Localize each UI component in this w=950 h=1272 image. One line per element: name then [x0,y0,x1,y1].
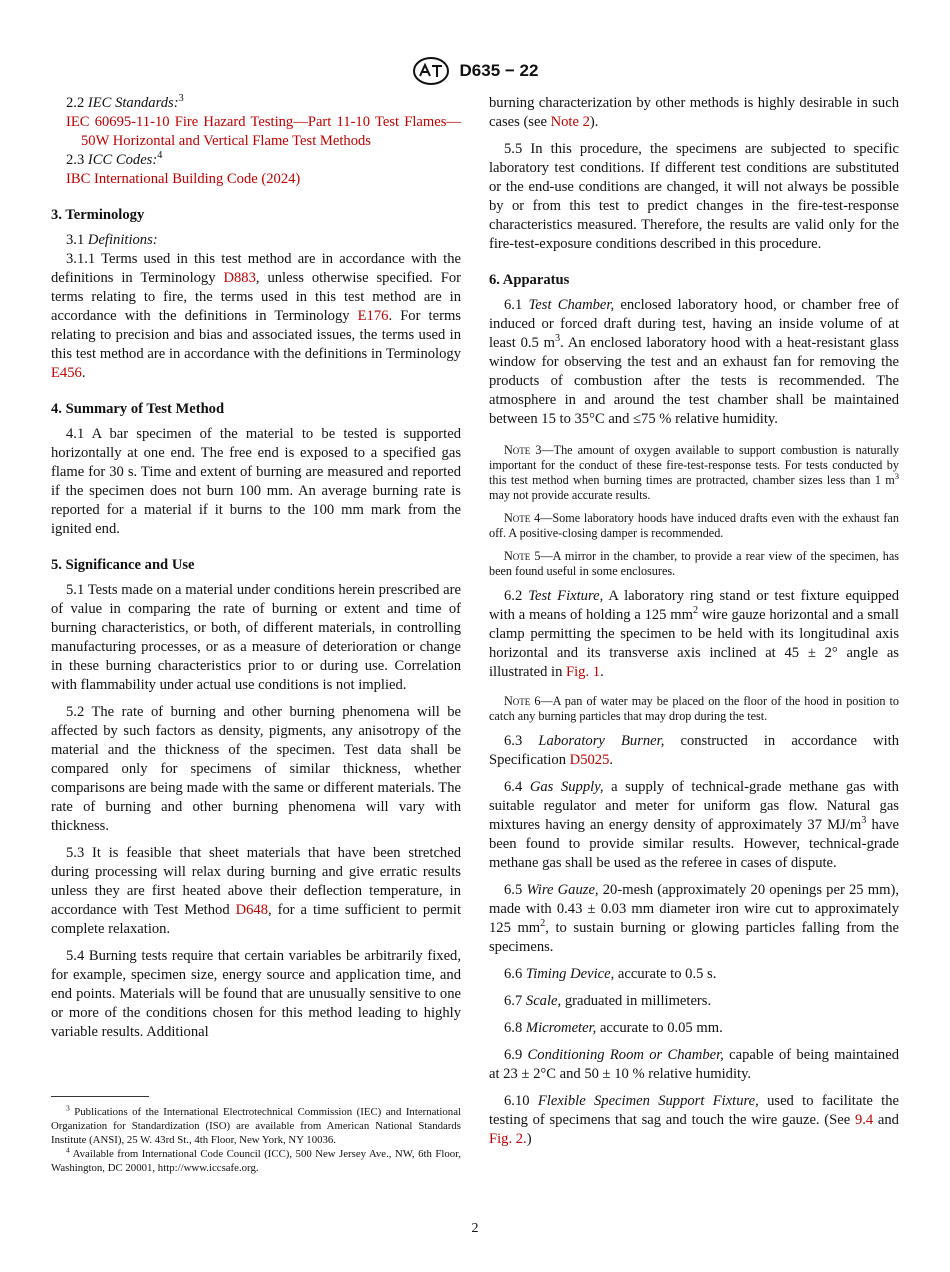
footnote-divider [51,1096,149,1097]
note-3: Note 3—The amount of oxygen available to support combustion is naturally important for the conduct of these fire-test-response tests. For tests conducted by this test method when burning times are protracted, chamber sizes less than 1 $m^3$ may not provide accurate results. [489,443,899,502]
iec-reference-link[interactable]: IEC 60695-11-10 [66,114,170,130]
ibc-reference-link[interactable]: IBC [66,171,91,187]
section-4-1: 4.1 A bar specimen of the material to be tested is supported horizontally at one end. The free end is exposed to a specified gas flame for 30 s. Time and extent of burning are measured and reported if the specimen does not burn 100 mm. An average burning rate is reported for a material if it burns to the 100 mm mark from the ignited end. [51,426,461,537]
section-6-5: 6.5 Wire Gauze, 20-mesh (approximately 20 openings per 25 mm), made with 0.43 ± 0.03 mm diameter iron wire cut to approximately 125 $mm^2$, to sustain burning or glowing particles falling from the specimens. [489,882,899,955]
section-6-3: 6.3 Laboratory Burner, constructed in accordance with Specification D5025. [489,733,899,768]
astm-logo-icon [412,56,450,86]
note-2-link[interactable]: Note 2 [550,114,590,130]
section-2-2: 2.2 IEC Standards:$^3$ [66,93,184,111]
right-column [489,94,899,1149]
e456-link[interactable]: E456 [51,365,82,381]
section-5-5: 5.5 In this procedure, the specimens are subjected to specific laboratory test conditions. If different test conditions are substituted or the end-use conditions are changed, it will not always be possible by or from this test to predict changes in the fire-test-response characteristics measured. Therefore, the results are valid only for the fire-test-exposure conditions described in this procedure. [489,141,899,252]
section-5-2: 5.2 The rate of burning and other burning phenomena will be affected by such factors as density, pigments, any anisotropy of the material and the thickness of the specimen. Test data shall be compared only for specimens of similar thickness, whether comparisons are being made with the same or different materials. The rate of burning and other burning phenomena will vary with thickness. [51,704,461,834]
page-header [0,56,950,86]
note-5: Note 5—A mirror in the chamber, to provide a rear view of the specimen, has been found useful in some enclosures. [489,549,899,578]
left-column [51,94,461,1042]
fig-1-link[interactable]: Fig. 1 [566,664,601,680]
d648-link[interactable]: D648 [235,902,268,918]
footnote-4: $^4$ Available from International Code Council (ICC), 500 New Jersey Ave., NW, 6th Floor, Washington, DC 20001, http://www.iccsafe.org. [51,1145,461,1174]
section-6-8: 6.8 Micrometer, accurate to 0.05 mm. [504,1020,723,1036]
page-number: 2 [471,1221,479,1236]
section-6-2: 6.2 Test Fixture, A laboratory ring stand or test fixture equipped with a means of holding a 125 $mm^2$ wire gauze horizontal and a small clamp permitting the specimen to be held with its longitudinal axis horizontal and its transverse axis inclined at 45 ± 2° angle as illustrated in Fig. 1. [489,588,899,680]
section-6-1: 6.1 Test Chamber, enclosed laboratory hood, or chamber free of induced or forced draft during test, having an inside volume of at least 0.5 $m^3$. An enclosed laboratory hood with a heat-resistant glass window for observing the test and an exhaust fan for removing the products of combustion after the tests is recommended. The atmosphere in and around the test chamber shall be maintained between 15 to 35°C and ≤75 % relative humidity. [489,297,899,427]
footnote-3: $^3$ Publications of the International Electrotechnical Commission (IEC) and International Organization for Standardization (ISO) are available from American National Standards Institute (ANSI), 25 W. 43rd St., 4th Floor, New York, NY 10036. [51,1103,461,1146]
section-3-heading: 3. Terminology [51,207,145,223]
note-6: Note 6—A pan of water may be placed on the floor of the hood in position to catch any burning particles that may drop during the test. [489,694,899,723]
section-6-10: 6.10 Flexible Specimen Support Fixture, used to facilitate the testing of specimens that sag and touch the wire gauze. (See 9.4 and Fig. 2.) [489,1093,899,1147]
section-9-4-link[interactable]: 9.4 [854,1112,874,1128]
section-6-4: 6.4 Gas Supply, a supply of technical-grade methane gas with suitable regulator and meter for uniform gas flow. Natural gas mixtures having an energy density of approximately 37 $MJ/m^3$ have been found to provide similar results. However, technical-grade methane gas shall be used as the referee in cases of dispute. [489,779,899,871]
footnotes [51,1105,461,1175]
d5025-link[interactable]: D5025 [569,752,610,768]
section-3-1: 3.1 Definitions: [66,232,158,248]
iec-reference: IEC 60695-11-10 Fire Hazard Testing—Part 11-10 Test Flames—50W Horizontal and Vertical Flame Test Methods [66,114,461,149]
section-5-3: 5.3 It is feasible that sheet materials that have been stretched during processing will relax during burning and give erratic results unless they are first heated above their deflection temperature, in accordance with Test Method D648, for a time sufficient to permit complete relaxation. [51,845,461,937]
section-5-4-continued: burning characterization by other methods is highly desirable in such cases (see Note 2). [489,95,899,130]
section-5-1: 5.1 Tests made on a material under conditions herein prescribed are of value in comparing the rate of burning or extent and time of burning characteristics, or both, of different materials, in controlling manufacturing processes, or as a measure of deterioration or change in these burning characteristics prior to or during use. Correlation with flammability under actual use conditions is not implied. [51,582,461,693]
section-6-7: 6.7 Scale, graduated in millimeters. [504,993,712,1009]
section-5-heading: 5. Significance and Use [51,557,195,573]
d883-link[interactable]: D883 [223,270,256,286]
section-3-1-1: 3.1.1 Terms used in this test method are in accordance with the definitions in Terminology D883, unless otherwise specified. For terms relating to fire, the terms used in this test method are in accordance with the definitions in Terminology E176. For terms relating to precision and bias and associated issues, the terms used in this test method are in accordance with the definitions in Terminology E456. [51,251,461,381]
section-4-heading: 4. Summary of Test Method [51,401,225,417]
icc-reference: IBC International Building Code (2024) [66,171,301,187]
e176-link[interactable]: E176 [357,308,389,324]
note-4: Note 4—Some laboratory hoods have induced drafts even with the exhaust fan off. A positive-closing damper is recommended. [489,511,899,540]
document-designation: D635 − 22 [459,61,539,80]
section-6-6: 6.6 Timing Device, accurate to 0.5 s. [504,966,717,982]
fig-2-link[interactable]: Fig. 2. [489,1131,527,1147]
section-6-heading: 6. Apparatus [489,272,570,288]
section-2-3: 2.3 ICC Codes:$^4$ [66,150,163,168]
section-6-9: 6.9 Conditioning Room or Chamber, capable of being maintained at 23 ± 2°C and 50 ± 10 % relative humidity. [489,1047,899,1082]
section-5-4: 5.4 Burning tests require that certain variables be arbitrarily fixed, for example, specimen size, energy source and application time, and end points. Materials will be found that are unusually sensitive to one or more of the conditions chosen for this method leading to highly variable results. Additional [51,948,461,1040]
